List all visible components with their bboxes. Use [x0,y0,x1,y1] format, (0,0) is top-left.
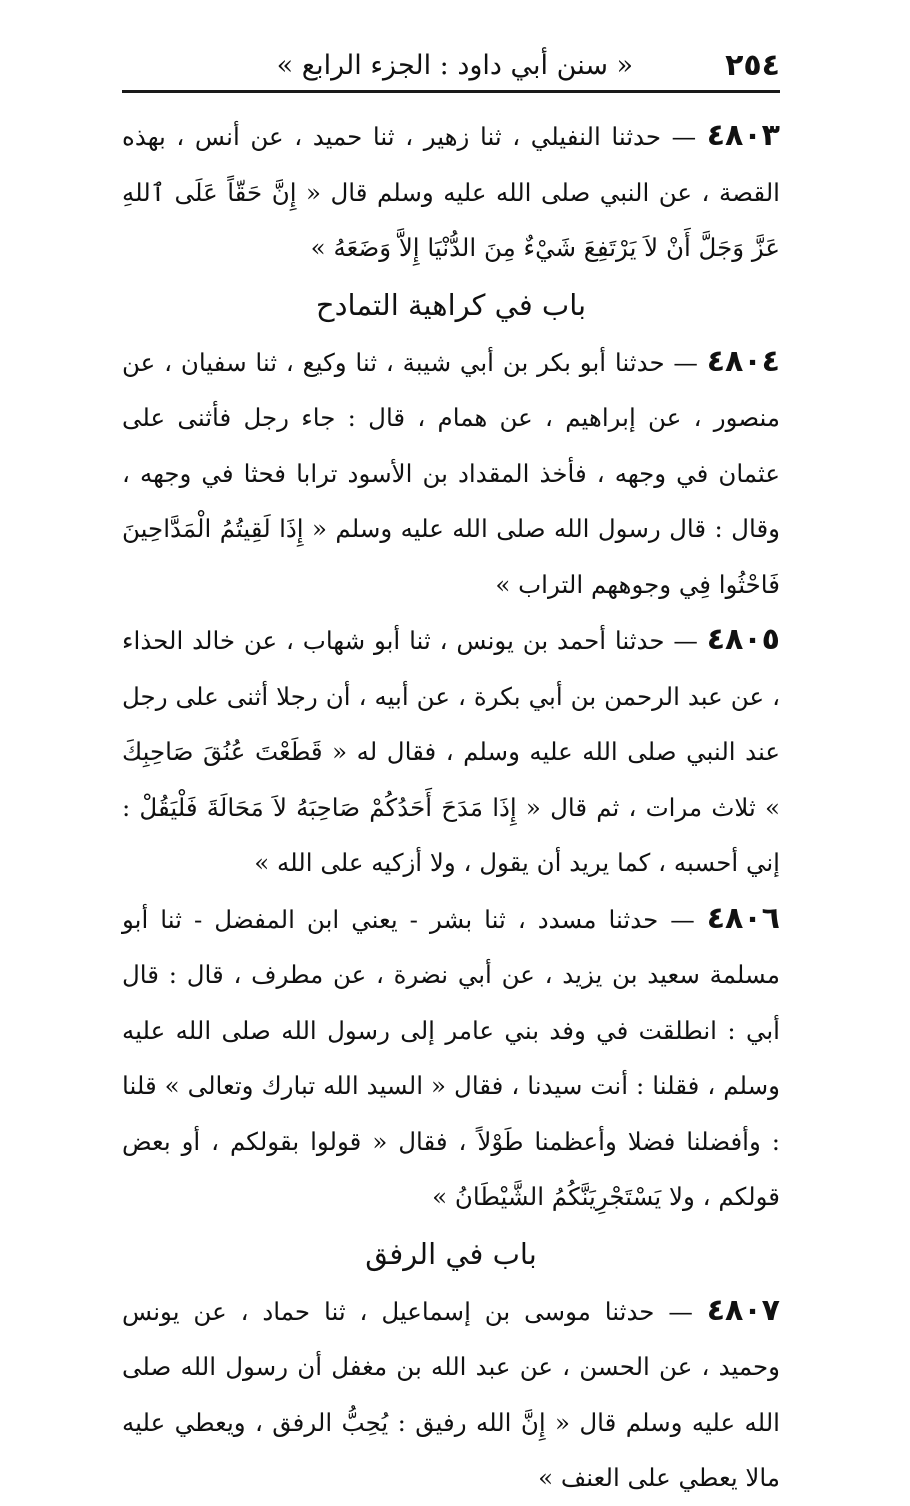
hadith-number: ٤٨٠٣ [706,118,780,153]
page-header [122,40,780,93]
hadith-text: — حدثنا موسى بن إسماعيل ، ثنا حماد ، عن يونس وحميد ، عن الحسن ، عن عبد الله بن مغفل أن رسول الله صلى الله عليه وسلم قال « إِنَّ الله رفيق : يُحِبُّ الرفق ، ويعطي عليه مالا يعطي على العنف » [122,1296,780,1492]
hadith-paragraph [122,612,780,891]
hadith-paragraph [122,891,780,1225]
running-title: « سنن أبي داود : الجزء الرابع » [276,49,634,81]
hadith-text: — حدثنا مسدد ، ثنا بشر - يعني ابن المفضل - ثنا أبو مسلمة سعيد بن يزيد ، عن أبي نضرة ، عن مطرف ، قال : قال أبي : انطلقت في وفد بني عامر إلى رسول الله صلى الله عليه وسلم ، فقلنا : أنت سيدنا ، فقال « السيد الله تبارك وتعالى » قلنا : وأفضلنا فضلا وأعظمنا طَوْلاً ، فقال « قولوا بقولكم ، أو بعض قولكم ، ولا يَسْتَجْرِيَنَّكُمُ الشَّيْطَانُ » [122,904,780,1211]
hadith-text: — حدثنا أحمد بن يونس ، ثنا أبو شهاب ، عن خالد الحذاء ، عن عبد الرحمن بن أبي بكرة ، عن أبيه ، أن رجلا أثنى على رجل عند النبي صلى الله عليه وسلم ، فقال له « قَطَعْتَ عُنُقَ صَاحِبِكَ » ثلاث مرات ، ثم قال « إِذَا مَدَحَ أَحَدُكُمْ صَاحِبَهُ لاَ مَحَالَةَ فَلْيَقُلْ : إني أحسبه ، كما يريد أن يقول ، ولا أزكيه على الله » [122,626,780,877]
hadith-number: ٤٨٠٧ [706,1292,780,1328]
hadith-paragraph [122,334,780,613]
hadith-paragraph [122,108,780,276]
chapter-heading: باب في الرفق [365,1236,537,1271]
chapter-heading: باب في كراهية التمادح [315,287,587,322]
hadith-paragraph [122,1283,780,1506]
hadith-text: — حدثنا النفيلي ، ثنا زهير ، ثنا حميد ، عن أنس ، بهذه القصة ، عن النبي صلى الله عليه وسلم قال « إِنَّ حَقّاً عَلَى ٱللهِ عَزَّ وَجَلَّ أَنْ لاَ يَرْتَفِعَ شَيْءٌ مِنَ الدُّنْيَا إِلاَّ وَضَعَهُ » [122,122,780,262]
page-number: ٢٥٤ [725,47,780,83]
hadith-number: ٤٨٠٤ [706,343,780,379]
hadith-number: ٤٨٠٦ [706,900,780,936]
page-body [122,108,780,1506]
hadith-text: — حدثنا أبو بكر بن أبي شيبة ، ثنا وكيع ، ثنا سفيان ، عن منصور ، عن إبراهيم ، عن همام ، قال : جاء رجل فأثنى على عثمان في وجهه ، فأخذ المقداد بن الأسود ترابا فحثا في وجهه ، وقال : قال رسول الله صلى الله عليه وسلم « إِذَا لَقِيتُمُ الْمَدَّاحِينَ فَاحْثُوا فِي وجوههم التراب » [122,347,780,599]
hadith-number: ٤٨٠٥ [706,622,780,657]
